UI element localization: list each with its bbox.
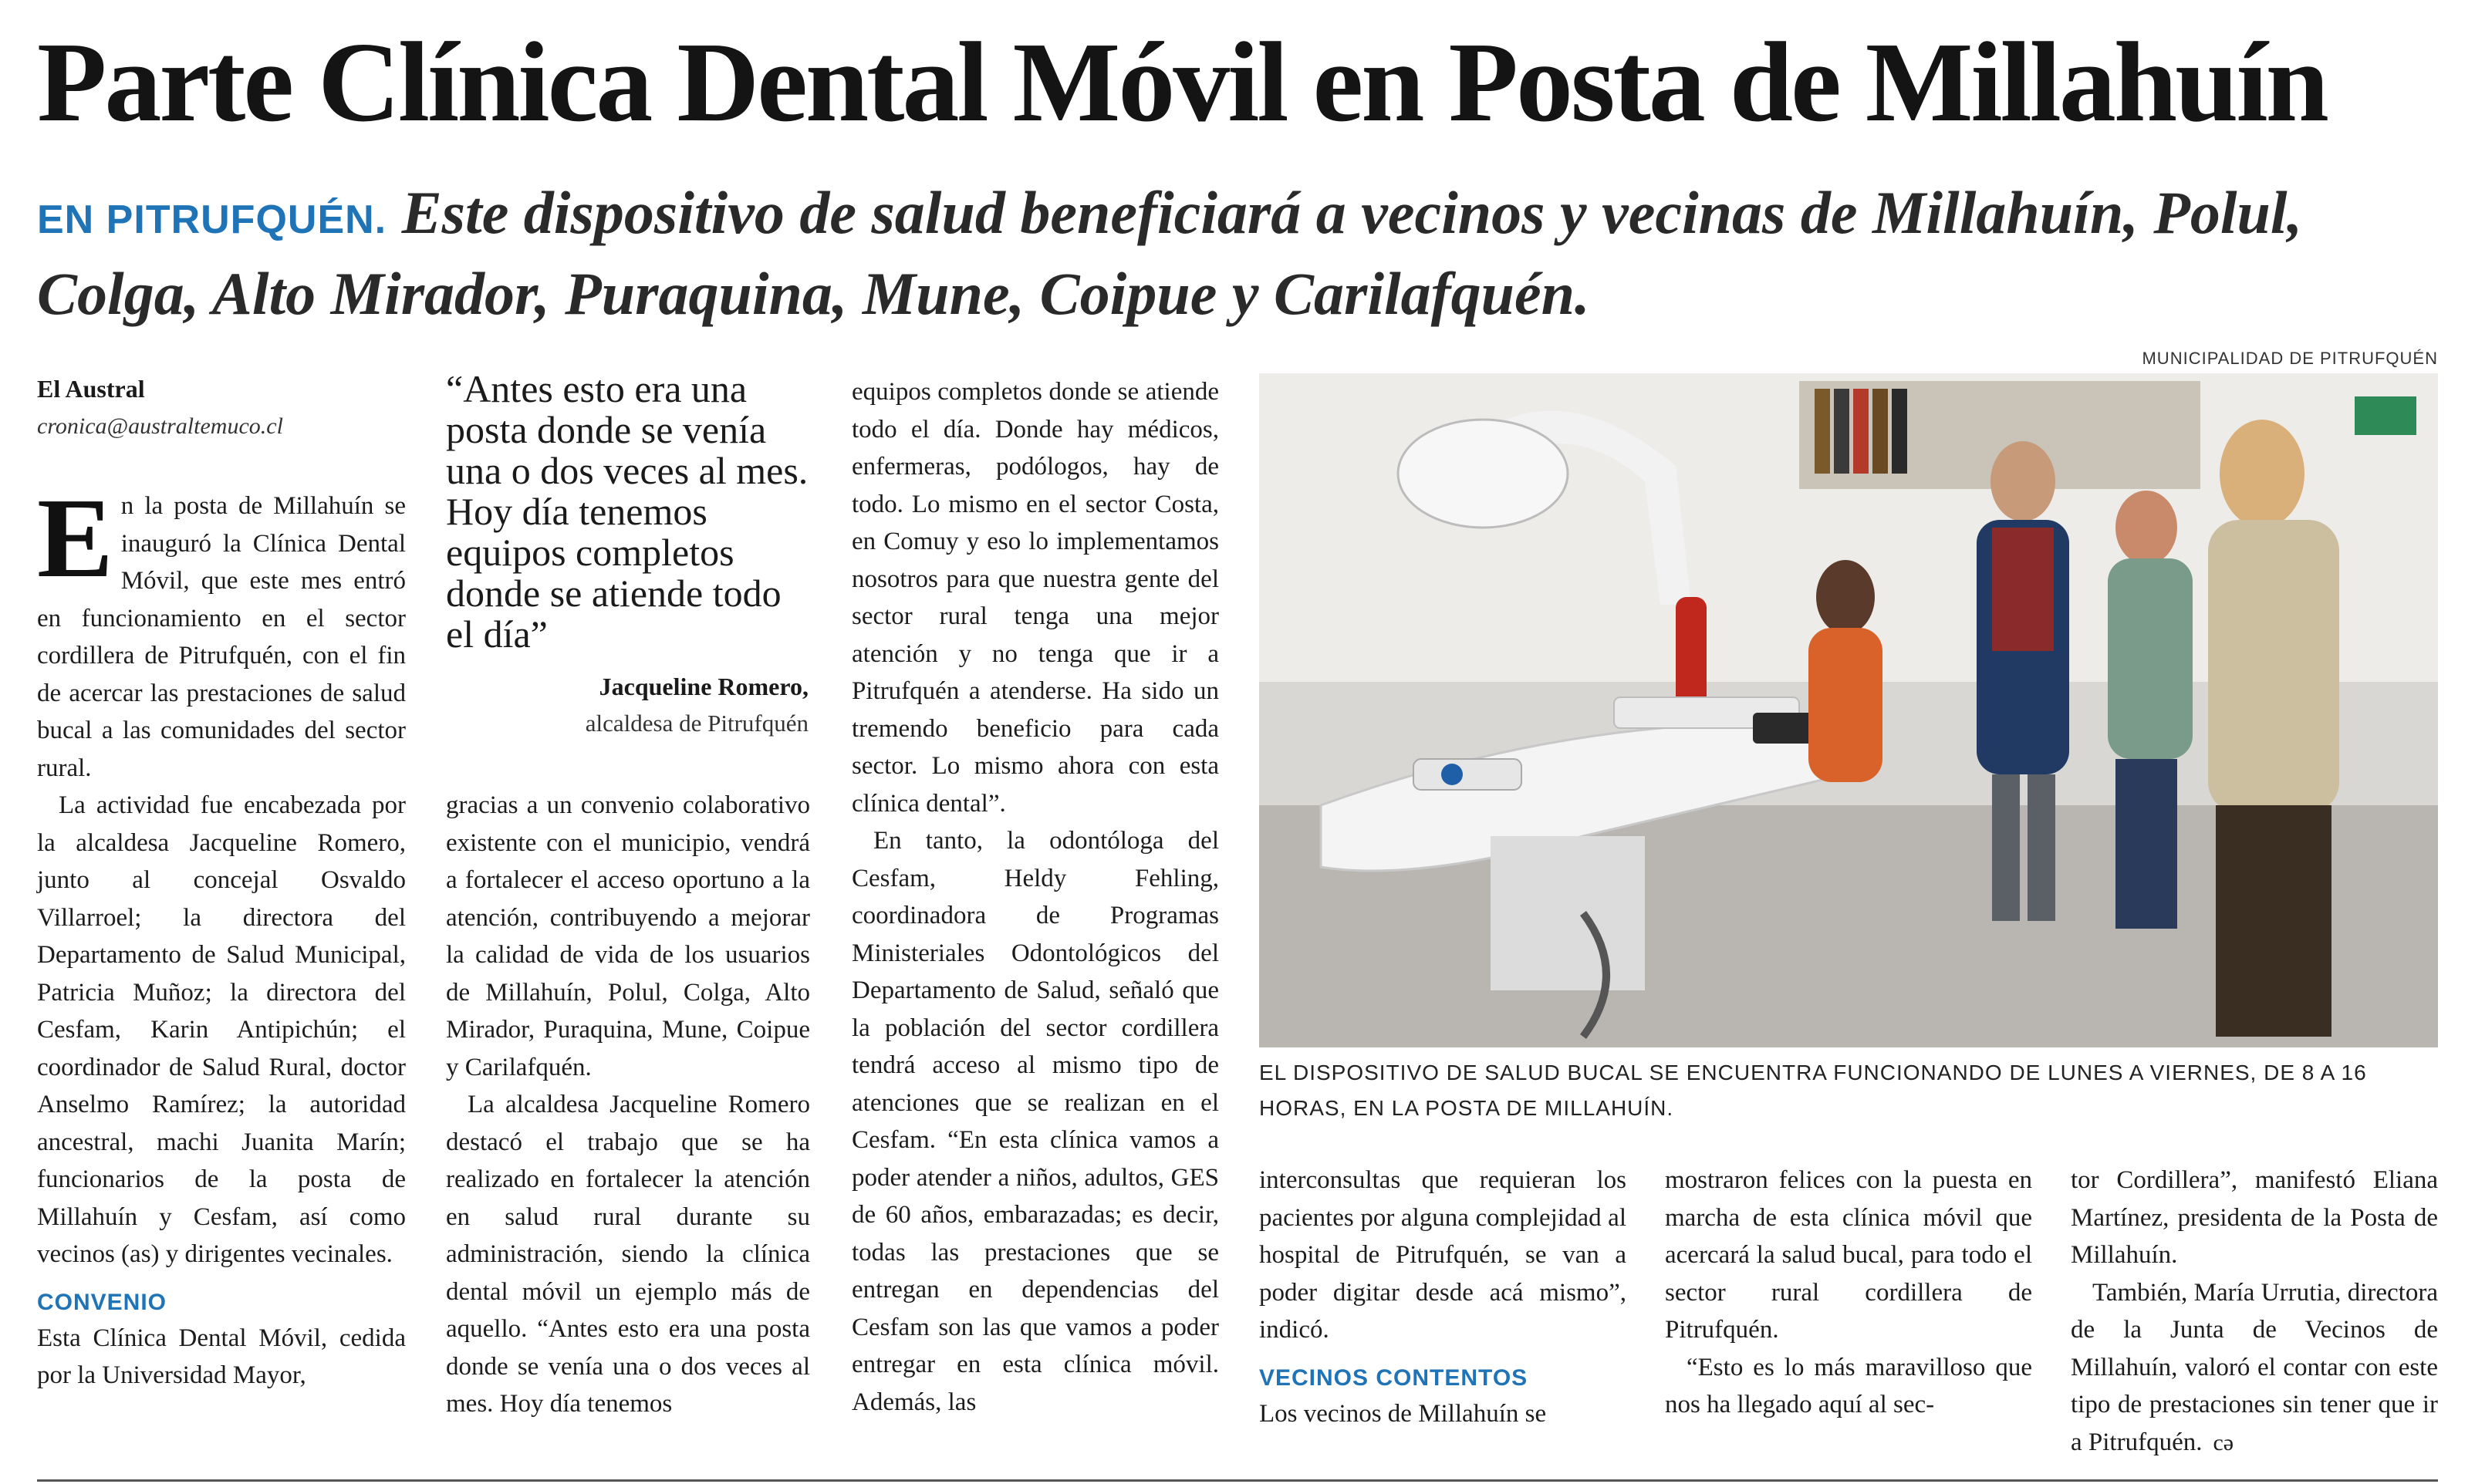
paragraph: n la posta de Millahuín se inauguró la Clínica Dental Móvil, que este mes entró en funcionamiento en el sector cordillera de Pitrufquén, con el fin de acercar las prestaciones de salud bucal a las comunidades del sector rural. (37, 492, 406, 782)
column-6 (2071, 1162, 2438, 1462)
photo-credit: MUNICIPALIDAD DE PITRUFQUÉN (2142, 349, 2438, 368)
paragraph: tor Cordillera”, manifestó Eliana Martínez, presidenta de la Posta de Millahuín. (2071, 1166, 2438, 1269)
column-1 (37, 475, 406, 1395)
paragraph: gracias a un convenio colaborativo existente con el municipio, vendrá a fortalecer el acceso oportuno a la atención, contribuyendo a mejorar la calidad de vida de los usuarios de Millahuín, Polul, Colga, Alto Mirador, Puraquina, Mune, Coipue y Carilafquén. (446, 791, 810, 1081)
author-email[interactable]: cronica@australtemuco.cl (37, 413, 283, 439)
column-5 (1665, 1162, 2032, 1424)
photo-caption: EL DISPOSITIVO DE SALUD BUCAL SE ENCUENTRA FUNCIONANDO DE LUNES A VIERNES, DE 8 A 16 HORAS, EN LA POSTA DE MILLAHUÍN. (1259, 1061, 2367, 1120)
headline: Parte Clínica Dental Móvil en Posta de Millahuín (37, 19, 2327, 146)
section-heading-vecinos-contentos: VECINOS CONTENTOS (1259, 1364, 1528, 1391)
dental-clinic-photo (1259, 373, 2438, 1047)
paragraph: mostraron felices con la puesta en marcha de esta clínica móvil que acercará la salud bucal, para todo el sector rural cordillera de Pitrufquén. (1665, 1166, 2032, 1344)
paragraph-text: También, María Urrutia, directora de la Junta de Vecinos de Millahuín, valoró el contar con este tipo de prestaciones sin tener que ir a Pitrufquén. (2071, 1278, 2438, 1456)
byline: El Austral (37, 375, 145, 403)
pull-quote-name: Jacqueline Romero, (599, 673, 809, 700)
column-4 (1259, 1162, 1626, 1432)
pull-quote-role: alcaldesa de Pitrufquén (585, 710, 809, 737)
bottom-rule (37, 1479, 2438, 1482)
column-2 (446, 787, 810, 1423)
paragraph: interconsultas que requieran los pacientes por alguna complejidad al hospital de Pitrufquén, se van a poder digitar desde acá mismo”, indicó. (1259, 1166, 1626, 1344)
article-photo (1259, 373, 2438, 1047)
paragraph: Los vecinos de Millahuín se (1259, 1399, 1547, 1428)
paragraph: La actividad fue encabezada por la alcaldesa Jacqueline Romero, junto al concejal Osvaldo Villarroel; la directora del Departamento de Salud Municipal, Patricia Muñoz; la directora del Cesfam, Karin Antipichún; el coordinador de Salud Rural, doctor Anselmo Ramírez; la autoridad ancestral, machi Juanita Marín; funcionarios de la posta de Millahuín y Cesfam, así como vecinos (as) y dirigentes vecinales. (37, 791, 406, 1268)
subhead-text: Este dispositivo de salud beneficiará a vecinos y vecinas de Millahuín, Polul, Colga, Alto Mirador, Puraquina, Mune, Coipue y Carilafquén. (37, 179, 2303, 327)
column-3 (852, 373, 1219, 1421)
paragraph: “Esto es lo más maravilloso que nos ha llegado aquí al sec- (1665, 1353, 2032, 1418)
paragraph: equipos completos donde se atiende todo el día. Donde hay médicos, enfermeras, podólogos, hay de todo. Lo mismo en el sector Costa, en Comuy y eso lo implementamos nosotros para que nuestra gente del sector rural tenga una mejor atención y no tenga que ir a Pitrufquén a atenderse. Ha sido un tremendo beneficio para cada sector. Lo mismo ahora con esta clínica dental”. (852, 378, 1219, 818)
drop-cap: E (37, 475, 113, 602)
section-heading-convenio: CONVENIO (37, 1289, 167, 1315)
kicker: EN PITRUFQUÉN. (37, 197, 387, 242)
pull-quote: “Antes esto era una posta donde se venía una o dos veces al mes. Hoy día tenemos equipos completos donde se atiende todo el día” (446, 367, 809, 656)
end-mark-icon: cǝ (2213, 1429, 2234, 1455)
paragraph (2071, 1274, 2438, 1462)
paragraph: Esta Clínica Dental Móvil, cedida por la Universidad Mayor, (37, 1324, 406, 1389)
paragraph: La alcaldesa Jacqueline Romero destacó el trabajo que se ha realizado en fortalecer la atención en salud rural durante su administración, siendo la clínica dental móvil un ejemplo más de aquello. “Antes esto era una posta donde se venía una o dos veces al mes. Hoy día tenemos (446, 1091, 810, 1418)
subheadline (37, 176, 2444, 331)
paragraph: En tanto, la odontóloga del Cesfam, Heldy Fehling, coordinadora de Programas Ministeriales Odontológicos del Departamento de Salud, señaló que la población del sector cordillera tendrá acceso al mismo tipo de atenciones que se realizan en el Cesfam. “En esta clínica vamos a poder atender a niños, adultos, GES de 60 años, embarazadas; es decir, todas las prestaciones que se entregan en dependencias del Cesfam son las que vamos a poder entregar en esta clínica móvil. Además, las (852, 827, 1219, 1416)
